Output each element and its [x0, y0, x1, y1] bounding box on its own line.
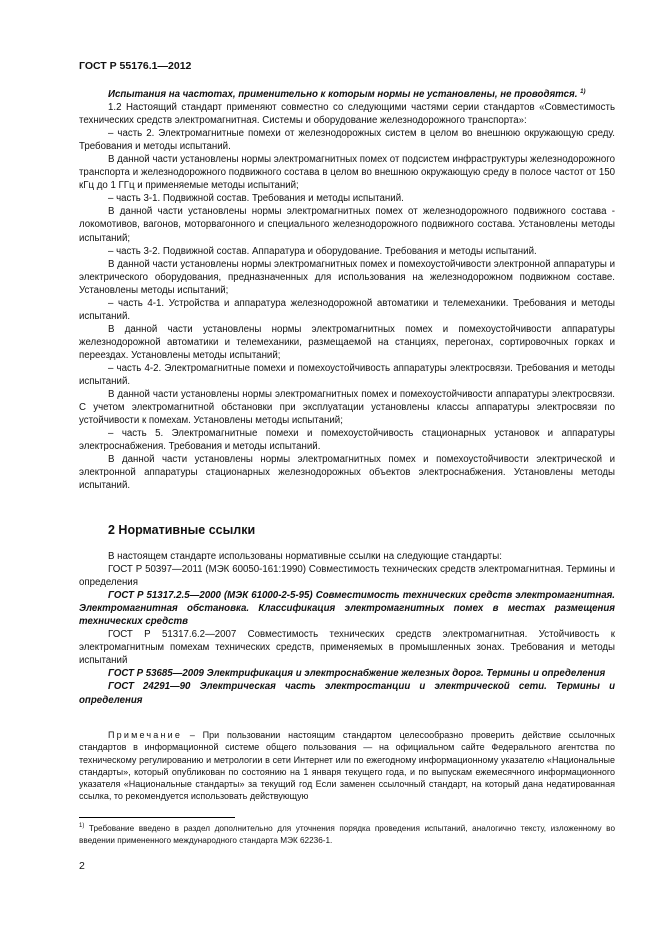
- standard-header: ГОСТ Р 55176.1—2012: [79, 60, 192, 72]
- part-4-1-description: В данной части установлены нормы электромагнитных помех и помехоустойчивости аппаратуры железнодорожной автоматики и телемеханики, размещаемой на станциях, перегонах, сортировочных горках и переездах. Установлены методы испытаний;: [79, 323, 615, 361]
- part-4-2-item: – часть 4-2. Электромагнитные помехи и помехоустойчивость аппаратуры электросвязи. Требования и методы испытаний.: [79, 362, 615, 388]
- part-5-description: В данной части установлены нормы электромагнитных помех и помехоустойчивости электрической и электронной аппаратуры стационарных железнодорожных объектов электроснабжения. Установлены методы испытаний.: [79, 454, 615, 492]
- part-3-1-description: В данной части установлены нормы электромагнитных помех от железнодорожного подвижного состава - локомотивов, вагонов, моторвагонного и специального железнодорожного подвижного состава. Установлены методы испытаний;: [79, 206, 615, 244]
- part-2-item: – часть 2. Электромагнитные помехи от железнодорожных систем в целом во внешнюю окружающую среду. Требования и методы испытаний.: [79, 128, 615, 153]
- footnote-separator: [79, 817, 235, 818]
- part-2-description: В данной части установлены нормы электромагнитных помех от подсистем инфраструктуры железнодорожного транспорта и железнодорожного подвижного состава в целом во внешнюю окружающую среду в полосе частот от 150 кГц до 1 ГГц и применяемые методы испытаний;: [79, 154, 615, 192]
- note-paragraph: [79, 729, 615, 803]
- footnote: [79, 823, 615, 846]
- part-3-2-description: В данной части установлены нормы электромагнитных помех и помехоустойчивости электронной аппаратуры и электрического оборудования, предназначенных для использования на железнодорожном подвижном составе. Установлены методы испытаний;: [79, 258, 615, 296]
- reference-item: ГОСТ Р 51317.6.2—2007 Совместимость технических средств электромагнитная. Устойчивость к электромагнитным помехам технических средств, применяемых в промышленных зонах. Требования и методы испытаний: [79, 629, 615, 667]
- reference-item: ГОСТ Р 53685—2009 Электрификация и электроснабжение железных дорог. Термины и определения: [108, 668, 606, 680]
- frequency-note-text: Испытания на частотах, применительно к которым нормы не установлены, не проводятся.: [108, 89, 578, 100]
- footnote-ref: 1): [580, 89, 586, 95]
- note-text: – При пользовании настоящим стандартом целесообразно проверить действие ссылочных стандартов в информационной системе общего пользования — на официальном сайте Федерального агентства по техническому регулированию и метрологии в сети Интернет или по ежегодному информационному указателю «Национальные стандарты», который опубликован по состоянию на 1 января текущего года, и по выпускам ежемесячного информационного указателя «Национальные стандарты» за текущий год Если заменен ссылочный стандарт, на который дана недатированная ссылка, то рекомендуется использовать действующую: [79, 730, 615, 802]
- section1-continuation: [79, 88, 615, 492]
- section-2-heading: 2 Нормативные ссылки: [108, 523, 256, 537]
- reference-item: ГОСТ 24291—90 Электрическая часть электростанции и электрической сети. Термины и определения: [79, 681, 615, 706]
- references-lead: В настоящем стандарте использованы нормативные ссылки на следующие стандарты:: [108, 551, 502, 562]
- part-3-2-item: – часть 3-2. Подвижной состав. Аппаратура и оборудование. Требования и методы испытаний.: [108, 245, 537, 257]
- normative-references: [79, 550, 615, 707]
- frequency-note-paragraph: [79, 88, 615, 101]
- page-number: 2: [79, 860, 85, 872]
- footnote-text: Требование введено в раздел дополнительно для уточнения порядка проведения испытаний, аналогично тексту, изложенному во введении примененного международного стандарта МЭК 62236-1.: [79, 824, 615, 845]
- reference-item: ГОСТ Р 50397—2011 (МЭК 60050-161:1990) Совместимость технических средств электромагнитная. Термины и определения: [79, 564, 615, 589]
- note-block: [79, 729, 615, 803]
- note-label: Примечание: [108, 730, 183, 740]
- part-5-item: – часть 5. Электромагнитные помехи и помехоустойчивость стационарных установок и аппаратуры электроснабжения. Требования и методы испытаний.: [79, 428, 615, 453]
- paragraph-1-2: 1.2 Настоящий стандарт применяют совместно со следующими частями серии стандартов «Совместимость технических средств электромагнитная. Системы и оборудование железнодорожного транспорта»:: [79, 102, 615, 127]
- part-4-1-item: – часть 4-1. Устройства и аппаратура железнодорожной автоматики и телемеханики. Требования и методы испытаний.: [79, 297, 615, 322]
- reference-item: ГОСТ Р 51317.2.5—2000 (МЭК 61000-2-5-95) Совместимость технических средств электромагнитная. Электромагнитная обстановка. Классификация электромагнитных помех в местах размещения технических средств: [79, 590, 615, 628]
- part-4-2-description: В данной части установлены нормы электромагнитных помех и помехоустойчивости аппаратуры электросвязи. С учетом электромагнитной обстановки при эксплуатации установлены классы аппаратуры электросвязи по устойчивости к помехам. Установлены методы испытаний;: [79, 389, 615, 427]
- part-3-1-item: – часть 3-1. Подвижной состав. Требования и методы испытаний.: [108, 193, 404, 205]
- footnote-mark: 1): [79, 823, 85, 829]
